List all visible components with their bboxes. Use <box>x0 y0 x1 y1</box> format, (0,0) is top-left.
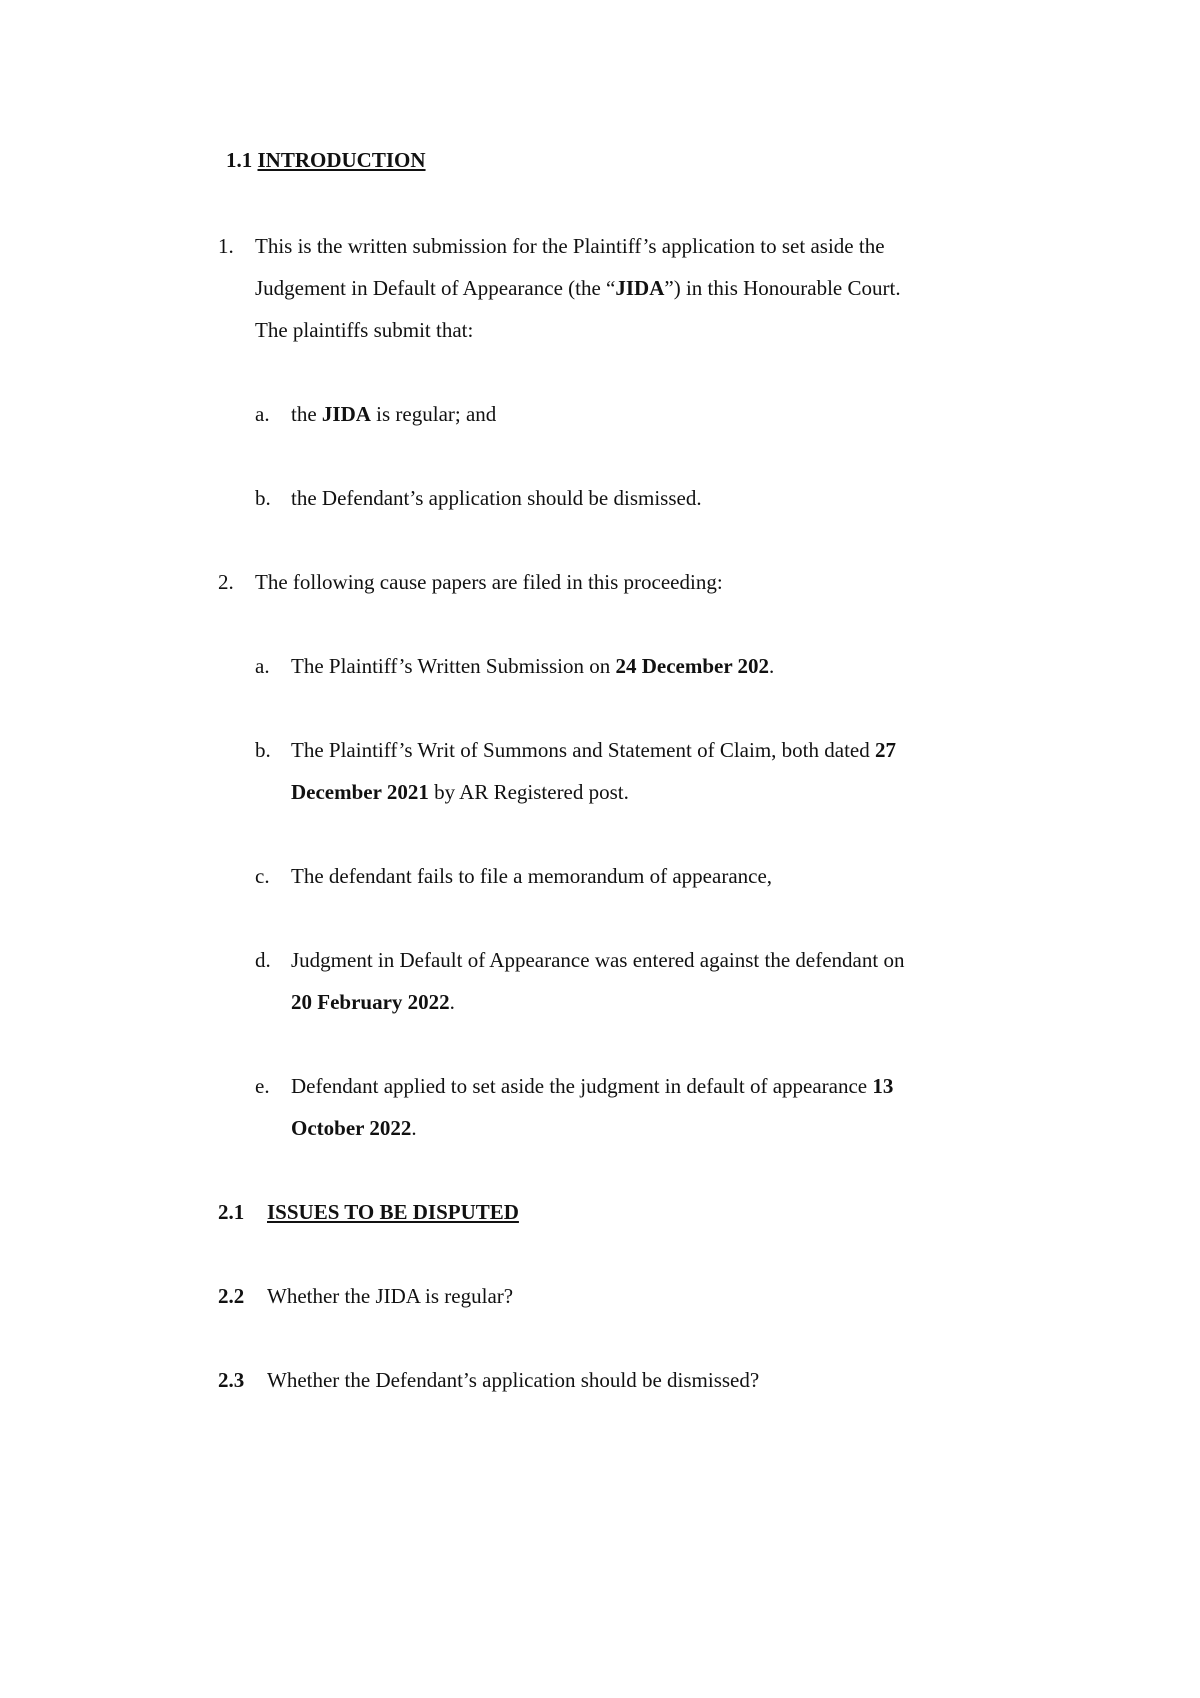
para1-number: 1. <box>218 234 234 258</box>
issue-1-text: Whether the JIDA is regular? <box>267 1284 514 1308</box>
para2-text: The following cause papers are filed in this proceeding: <box>255 570 723 594</box>
para2-number: 2. <box>218 570 234 594</box>
intro-number: 1.1 <box>226 148 253 172</box>
para2-item-a: The Plaintiff’s Written Submission on 24 December 202. <box>291 654 775 678</box>
para1-item-a-label: a. <box>255 402 270 426</box>
para2-item-a-label: a. <box>255 654 270 678</box>
para2-item-d-line1: Judgment in Default of Appearance was entered against the defendant on <box>291 948 905 972</box>
para1-item-b: the Defendant’s application should be dismissed. <box>291 486 702 510</box>
para2-item-b-line2: December 2021 by AR Registered post. <box>291 780 629 804</box>
para2-item-e-label: e. <box>255 1074 270 1098</box>
para2-item-b-label: b. <box>255 738 271 762</box>
para1-line1: This is the written submission for the Plaintiff’s application to set aside the <box>255 234 885 258</box>
para2-item-d-label: d. <box>255 948 271 972</box>
para1-line2: Judgement in Default of Appearance (the “JIDA”) in this Honourable Court. <box>255 276 901 300</box>
issue-2-number: 2.3 <box>218 1368 245 1392</box>
jida-term: JIDA <box>615 276 665 300</box>
para1-item-b-label: b. <box>255 486 271 510</box>
para2-item-c-label: c. <box>255 864 270 888</box>
para2-item-b-line1: The Plaintiff’s Writ of Summons and Statement of Claim, both dated 27 <box>291 738 896 762</box>
para2-item-c: The defendant fails to file a memorandum of appearance, <box>291 864 773 888</box>
para2-item-e-line2: October 2022. <box>291 1116 417 1140</box>
issue-1-number: 2.2 <box>218 1284 245 1308</box>
issues-heading-number: 2.1 <box>218 1200 245 1224</box>
intro-title: INTRODUCTION <box>257 148 426 172</box>
para1-item-a: the JIDA is regular; and <box>291 402 497 426</box>
para2-item-d-line2: 20 February 2022. <box>291 990 455 1014</box>
para1-line3: The plaintiffs submit that: <box>255 318 474 342</box>
issues-heading-title: ISSUES TO BE DISPUTED <box>267 1200 519 1224</box>
issue-2-text: Whether the Defendant’s application should be dismissed? <box>267 1368 760 1392</box>
para2-item-e-line1: Defendant applied to set aside the judgment in default of appearance 13 <box>291 1074 894 1098</box>
intro-heading <box>226 148 426 172</box>
